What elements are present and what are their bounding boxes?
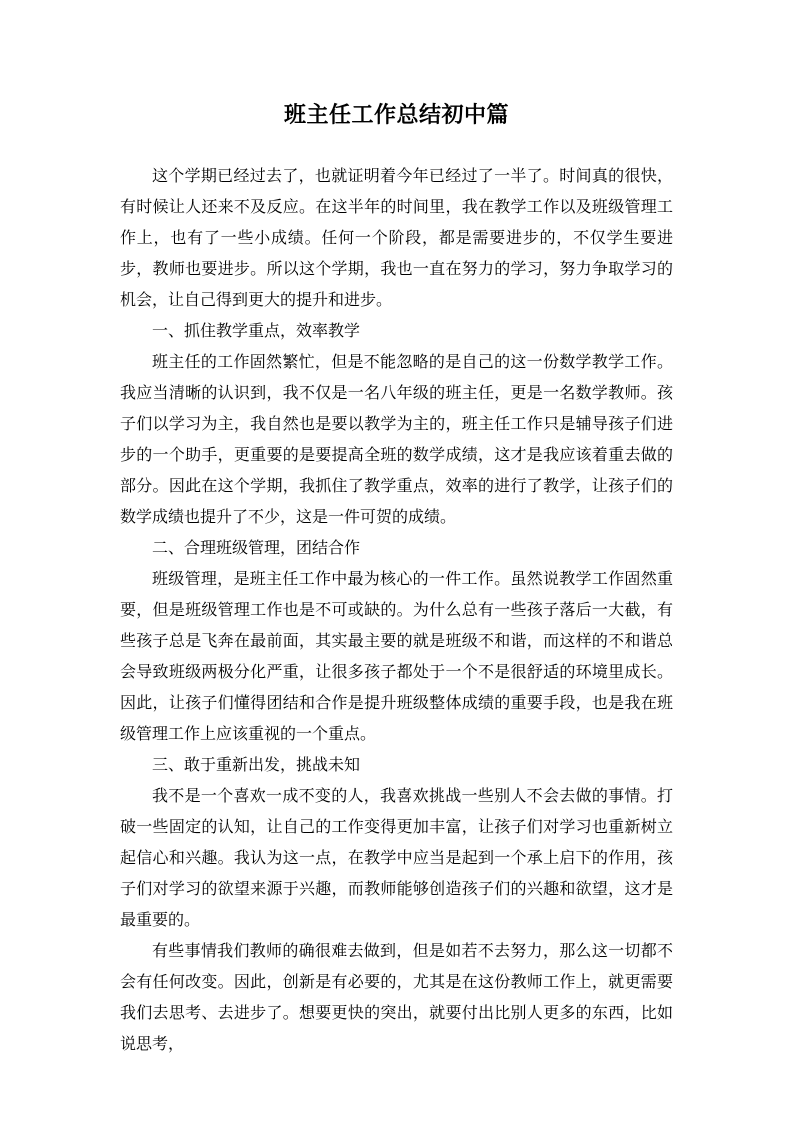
- section-heading-3: 三、敢于重新出发，挑战未知: [152, 757, 361, 774]
- section-heading-1: 一、抓住教学重点，效率教学: [152, 323, 361, 340]
- paragraph-section-3: 我不是一个喜欢一成不变的人，我喜欢挑战一些别人不会去做的事情。打破一些固定的认知，让自己的工作变得更加丰富，让孩子们对学习也重新树立起信心和兴趣。我认为这一点，在教学中应当是起到一个承上启下的作用，孩子们对学习的欲望来源于兴趣，而教师能够创造孩子们的兴趣和欲望，这才是最重要的。: [120, 788, 673, 929]
- paragraph-section-1: 班主任的工作固然繁忙，但是不能忽略的是自己的这一份数学教学工作。我应当清晰的认识到，我不仅是一名八年级的班主任，更是一名数学教师。孩子们以学习为主，我自然也是要以教学为主的，班主任工作只是辅导孩子们进步的一个助手，更重要的是要提高全班的数学成绩，这才是我应该着重去做的部分。因此在这个学期，我抓住了教学重点，效率的进行了教学，让孩子们的数学成绩也提升了不少，这是一件可贺的成绩。: [120, 354, 673, 526]
- document-title: 班主任工作总结初中篇: [283, 102, 509, 127]
- paragraph-section-2: 班级管理，是班主任工作中最为核心的一件工作。虽然说教学工作固然重要，但是班级管理工作也是不可或缺的。为什么总有一些孩子落后一大截，有些孩子总是飞奔在最前面，其实最主要的就是班级不和谐，而这样的不和谐总会导致班级两极分化严重，让很多孩子都处于一个不是很舒适的环境里成长。因此，让孩子们懂得团结和合作是提升班级整体成绩的重要手段，也是我在班级管理工作上应该重视的一个重点。: [120, 571, 673, 743]
- section-heading-2: 二、合理班级管理，团结合作: [152, 540, 361, 557]
- paragraph-closing: 有些事情我们教师的确很难去做到，但是如若不去努力，那么这一切都不会有任何改变。因此，创新是有必要的，尤其是在这份教师工作上，就更需要我们去思考、去进步了。想要更快的突出，就要付出比别人更多的东西，比如说思考，: [120, 943, 673, 1053]
- paragraph-intro: 这个学期已经过去了，也就证明着今年已经过了一半了。时间真的很快，有时候让人还来不及反应。在这半年的时间里，我在教学工作以及班级管理工作上，也有了一些小成绩。任何一个阶段，都是需要进步的，不仅学生要进步，教师也要进步。所以这个学期，我也一直在努力的学习，努力争取学习的机会，让自己得到更大的提升和进步。: [120, 168, 673, 309]
